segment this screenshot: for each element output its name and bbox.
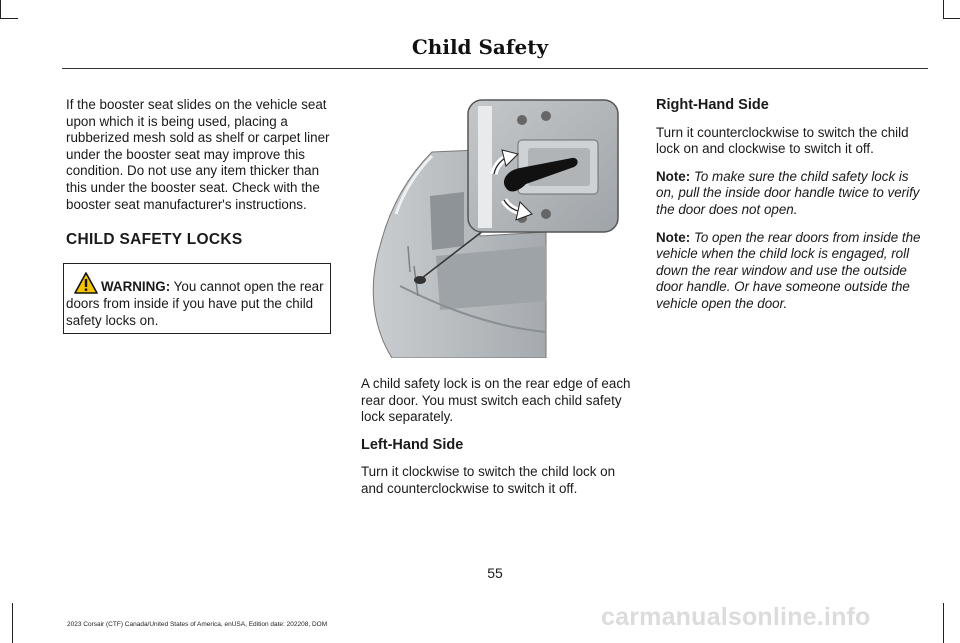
note-label: Note: [656,229,691,245]
booster-seat-paragraph: If the booster seat slides on the vehicle seat upon which it is being used, placing a rubberized mesh sold as shelf or carpet liner under the booster seat may improve this condition. Do not use any item thicker than this under the booster seat. Check with the booster seat manufacturer's instructions. [66,97,330,212]
left-hand-heading: Left-Hand Side [361,436,464,453]
crop-mark [0,0,1,18]
crop-mark [943,603,944,643]
crop-mark [0,18,18,19]
right-hand-text: Turn it counterclockwise to switch the child lock on and clockwise to switch it off. [656,124,909,157]
note-paragraph [656,169,928,219]
note-label: Note: [656,168,691,184]
note-text: To open the rear doors from inside the vehicle when the child lock is engaged, roll down the rear window and use the outside door handle. Or have someone outside the vehicle open the door. [656,229,921,311]
right-hand-heading: Right-Hand Side [656,97,769,113]
child-safety-lock-illustration [360,96,622,358]
crop-mark [943,0,944,18]
section-heading: CHILD SAFETY LOCKS [66,231,243,248]
page-number: 55 [487,565,503,581]
edition-footer: 2023 Corsair (CTF) Canada/United States of America, enUSA, Edition date: 202208, DOM [67,621,328,628]
left-column [66,97,338,224]
middle-column [361,376,633,509]
note-paragraph [656,230,928,313]
header-rule [62,68,928,69]
watermark: carmanualsonline.info [601,603,871,631]
child-lock-description: A child safety lock is on the rear edge of each rear door. You must switch each child safety lock separately. [361,376,631,425]
right-column [656,97,928,324]
note-text: To make sure the child safety lock is on, pull the inside door handle twice to verify the door does not open. [656,168,920,217]
page-title: Child Safety [411,35,549,59]
warning-triangle-icon [74,272,98,294]
crop-mark [12,603,13,643]
warning-label: WARNING: [101,279,171,294]
warning-box [63,263,331,334]
crop-mark [943,18,960,19]
warning-text: You cannot open the rear doors from inside if you have put the child safety locks on. [66,279,324,328]
left-hand-text: Turn it clockwise to switch the child lock on and counterclockwise to switch it off. [361,464,616,496]
